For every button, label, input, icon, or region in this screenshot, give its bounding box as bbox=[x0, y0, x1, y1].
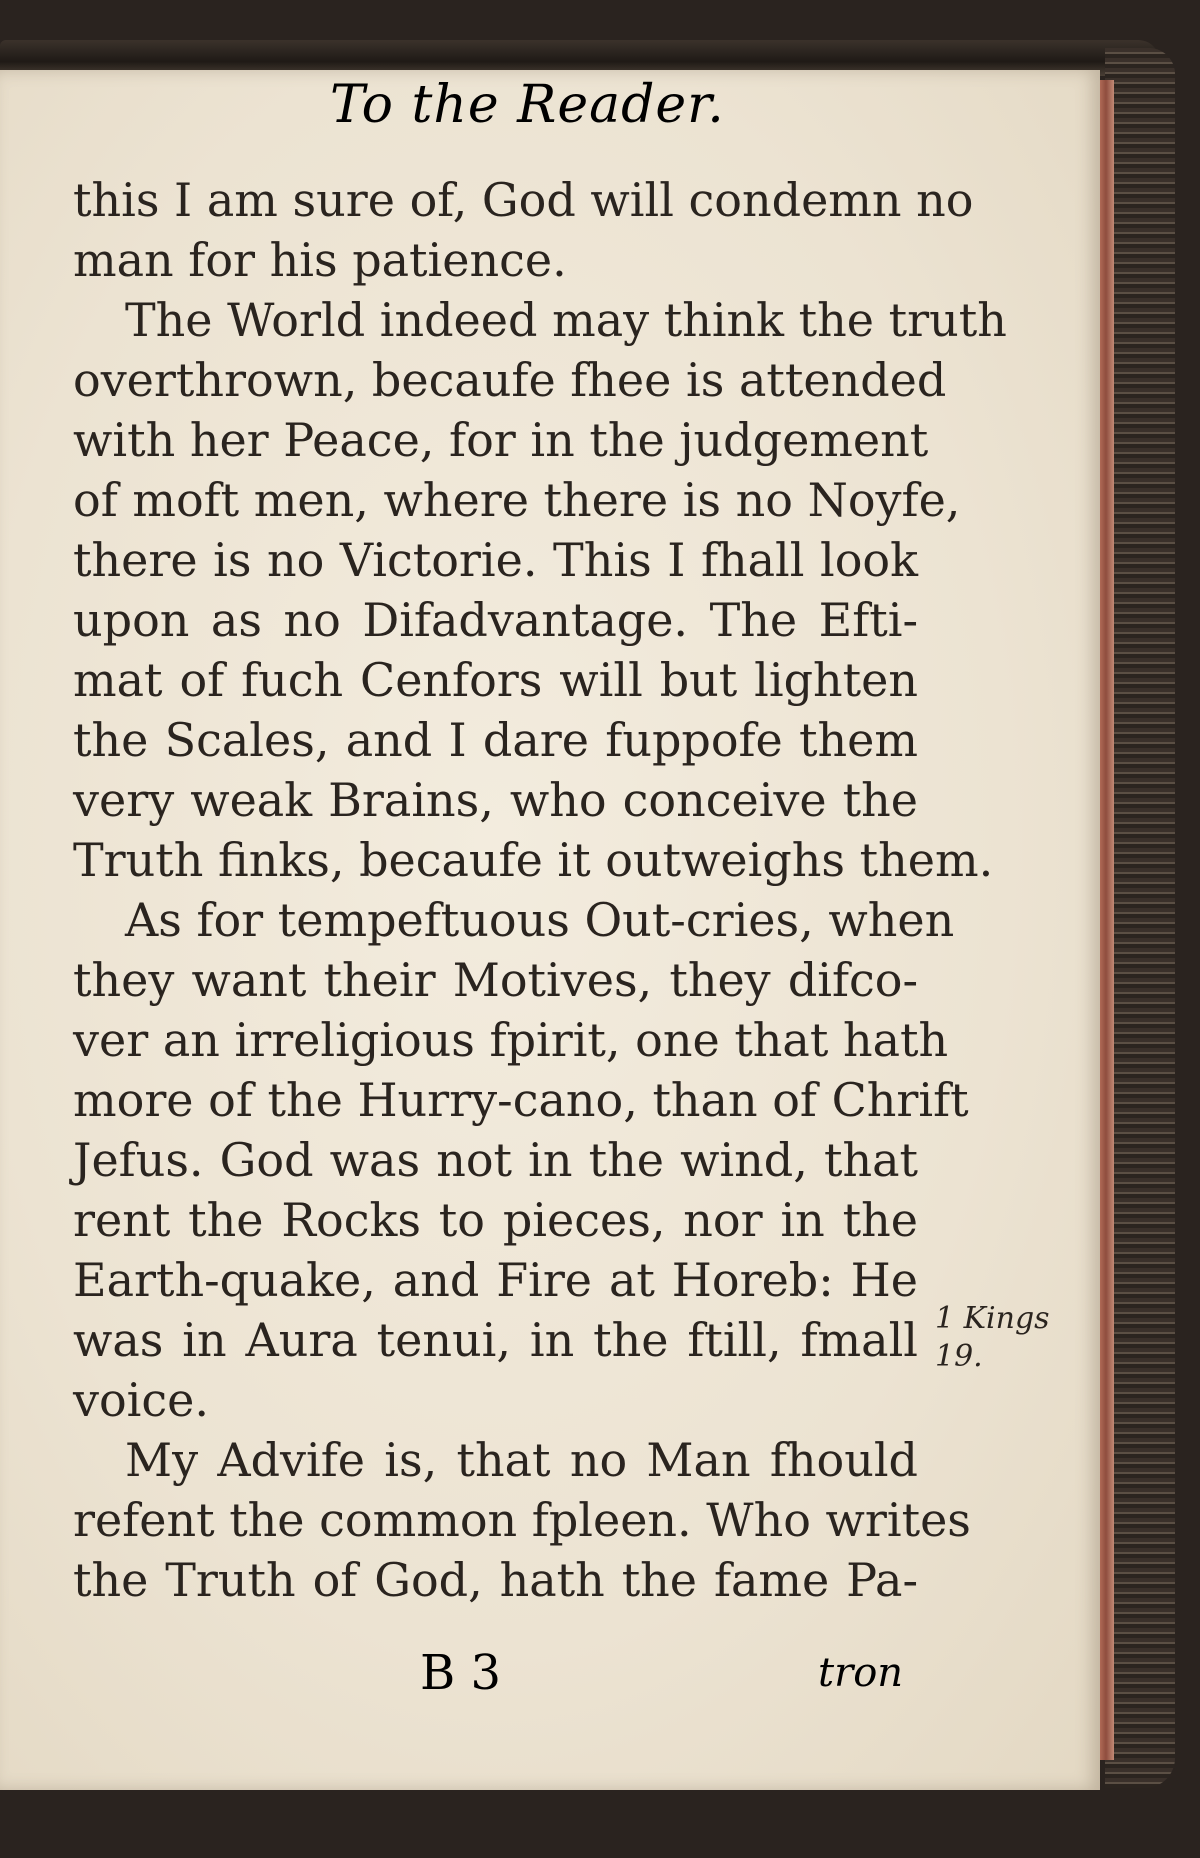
text-line: with her Peace, for in the judgement bbox=[73, 413, 929, 467]
text-line: As for tempeftuous Out-cries, when bbox=[125, 893, 955, 947]
text-line: they want their Motives, they difco- bbox=[73, 953, 918, 1007]
text-line: very weak Brains, who conceive the bbox=[73, 773, 918, 827]
text-line: Earth-quake, and Fire at Horeb: He bbox=[73, 1253, 918, 1307]
page-edge-red bbox=[1098, 80, 1114, 1760]
text-line: more of the Hurry-cano, than of Chrift bbox=[73, 1073, 969, 1127]
text-line: Jefus. God was not in the wind, that bbox=[73, 1133, 918, 1187]
text-line: the Scales, and I dare fuppofe them bbox=[73, 713, 918, 767]
text-line: the Truth of God, hath the fame Pa- bbox=[73, 1553, 918, 1607]
text-line: overthrown, becaufe fhee is attended bbox=[73, 353, 947, 407]
text-line: upon as no Difadvantage. The Efti- bbox=[73, 593, 918, 647]
book-binding-spine bbox=[1105, 48, 1175, 1788]
text-line: was in Aura tenui, in the ftill, fmall bbox=[73, 1313, 918, 1367]
text-line: mat of fuch Cenfors will but lighten bbox=[73, 653, 918, 707]
text-line: The World indeed may think the truth bbox=[125, 293, 1007, 347]
margin-note-scripture bbox=[935, 1300, 1055, 1376]
text-line: ver an irreligious fpirit, one that hath bbox=[73, 1013, 949, 1067]
running-head: To the Reader. bbox=[330, 75, 725, 135]
text-line: My Advife is, that no Man fhould bbox=[125, 1433, 918, 1487]
book-page bbox=[0, 70, 1100, 1790]
text-line: Truth finks, becaufe it outweighs them. bbox=[73, 833, 994, 887]
text-line: this I am sure of, God will condemn no bbox=[73, 173, 974, 227]
margin-note-line: 19. bbox=[935, 1339, 983, 1374]
catchword: tron bbox=[818, 1650, 904, 1696]
text-line: voice. bbox=[73, 1373, 210, 1427]
text-line: rent the Rocks to pieces, nor in the bbox=[73, 1193, 918, 1247]
text-line: of moft men, where there is no Noyfe, bbox=[73, 473, 961, 527]
text-line: man for his patience. bbox=[73, 233, 567, 287]
text-line: refent the common fpleen. Who writes bbox=[73, 1493, 971, 1547]
margin-note-line: 1 Kings bbox=[935, 1301, 1050, 1336]
signature-mark: B 3 bbox=[420, 1645, 502, 1701]
text-line: there is no Victorie. This I fhall look bbox=[73, 533, 918, 587]
